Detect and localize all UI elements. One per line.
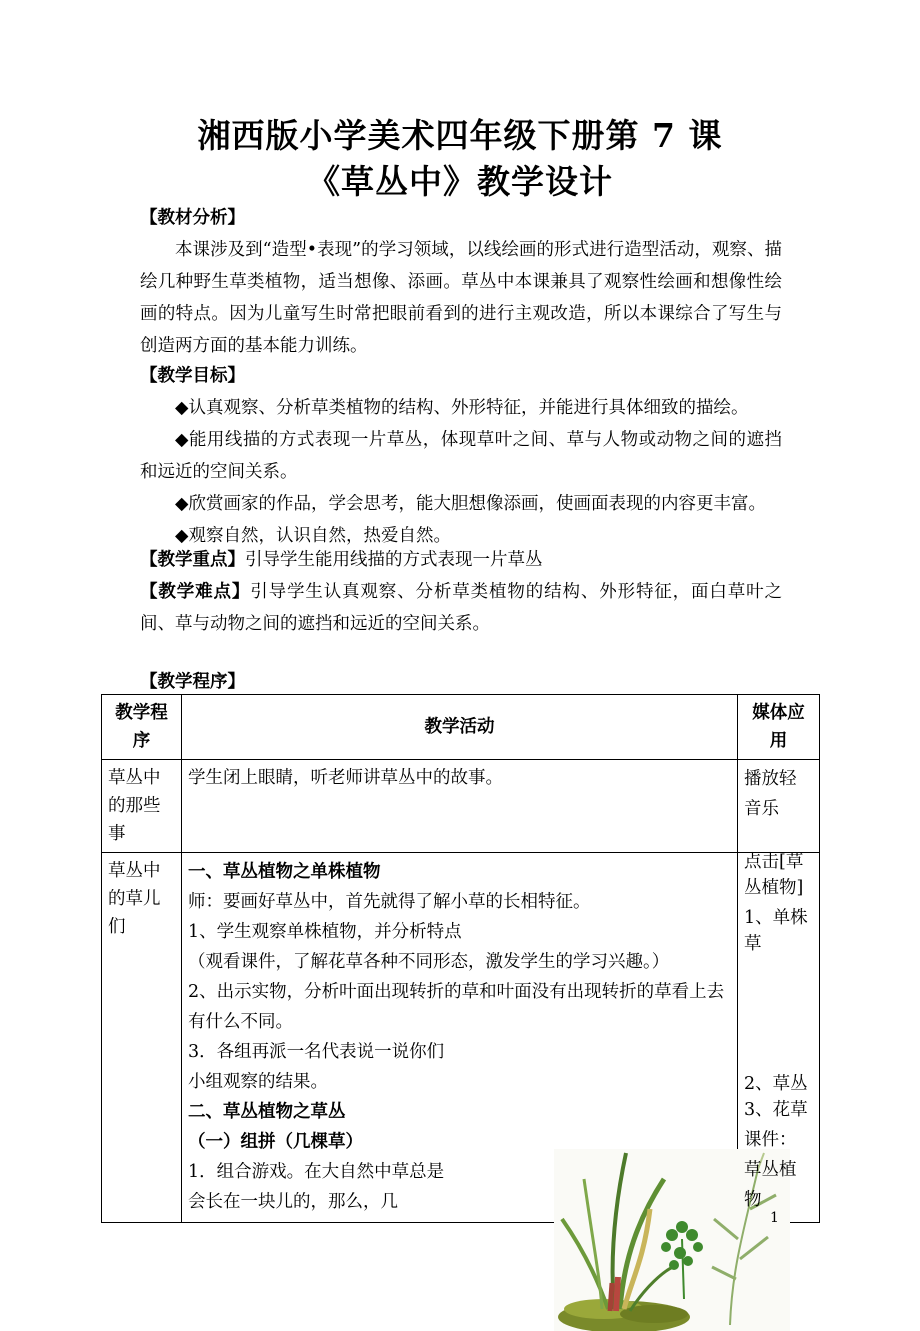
document-title-line1: 湘西版小学美术四年级下册第 7 课: [197, 116, 723, 155]
table-row: [102, 760, 820, 853]
difficulty-point: [140, 576, 782, 640]
row2-stage: 草丛中的草儿们: [102, 853, 182, 1223]
goals-heading: 【教学目标】: [140, 366, 245, 386]
goal-item-3: ◆欣赏画家的作品，学会思考，能大胆想像添画，使画面表现的内容更丰富。: [175, 494, 766, 514]
activity-line: 1．组合游戏。在大自然中草总是会长在一块儿的，那么，几: [188, 1162, 445, 1212]
key-text: 引导学生能用线描的方式表现一片草丛: [245, 550, 543, 570]
media-item-3: 3、花草: [744, 1100, 808, 1120]
header-media: 媒体应用: [738, 695, 820, 760]
row2-activity: [182, 853, 738, 1223]
media-item-2: 2、草丛: [744, 1074, 808, 1094]
key-point: [140, 544, 782, 576]
row1-stage: 草丛中的那些事: [102, 760, 182, 853]
row2-media: [738, 853, 820, 1223]
analysis-heading: 【教材分析】: [140, 208, 245, 228]
table-header-row: [102, 695, 820, 760]
difficulty-heading: 【教学难点】: [140, 582, 251, 602]
activity-line: 二、草丛植物之草丛: [188, 1102, 346, 1122]
key-heading: 【教学重点】: [140, 550, 245, 570]
media-item-4: 课件：草丛植物: [744, 1130, 797, 1210]
document-title-line2: 《草丛中》教学设计: [307, 162, 613, 201]
procedure-heading: 【教学程序】: [140, 672, 245, 692]
media-click-note: 点击[草丛植物]: [744, 852, 804, 898]
row1-activity: 学生闭上眼睛，听老师讲草丛中的故事。: [182, 760, 738, 853]
header-activity: 教学活动: [182, 695, 738, 760]
activity-line: 2、出示实物，分析叶面出现转折的草和叶面没有出现转折的草看上去有什么不同。: [188, 982, 725, 1032]
activity-line: （一）组拼（几棵草）: [188, 1132, 363, 1152]
row1-media: 播放轻音乐: [738, 760, 820, 853]
table-row: [102, 853, 820, 1223]
procedure-table: [101, 694, 820, 1223]
goal-item-2: ◆能用线描的方式表现一片草丛，体现草叶之间、草与人物或动物之间的遮挡和远近的空间关系。: [140, 430, 782, 482]
activity-line: （观看课件，了解花草各种不同形态，激发学生的学习兴趣。）: [188, 952, 670, 972]
activity-line: 一、草丛植物之单株植物: [188, 862, 381, 882]
activity-line: 师：要画好草丛中，首先就得了解小草的长相特征。: [188, 892, 591, 912]
goal-item-4: ◆观察自然，认识自然，热爱自然。: [175, 526, 451, 546]
difficulty-text: 引导学生认真观察、分析草类植物的结构、外形特征，面白草叶之间、草与动物之间的遮挡和远近的空间关系。: [140, 582, 783, 634]
header-stage: 教学程序: [102, 695, 182, 760]
analysis-text: 本课涉及到“造型•表现”的学习领域，以线绘画的形式进行造型活动，观察、描绘几种野生草类植物，适当想像、添画。草丛中本课兼具了观察性绘画和想像性绘画的特点。因为儿童写生时常把眼前看到的进行主观改造，所以本课综合了写生与创造两方面的基本能力训练。: [140, 240, 782, 356]
media-item-1: 1、单株草: [744, 908, 808, 954]
activity-line: 3．各组再派一名代表说一说你们小组观察的结果。: [188, 1042, 445, 1092]
activity-line: 1、学生观察单株植物，并分析特点: [188, 922, 462, 942]
goal-item-1: ◆认真观察、分析草类植物的结构、外形特征，并能进行具体细致的描绘。: [175, 398, 749, 418]
page-number: 1: [770, 1210, 779, 1226]
